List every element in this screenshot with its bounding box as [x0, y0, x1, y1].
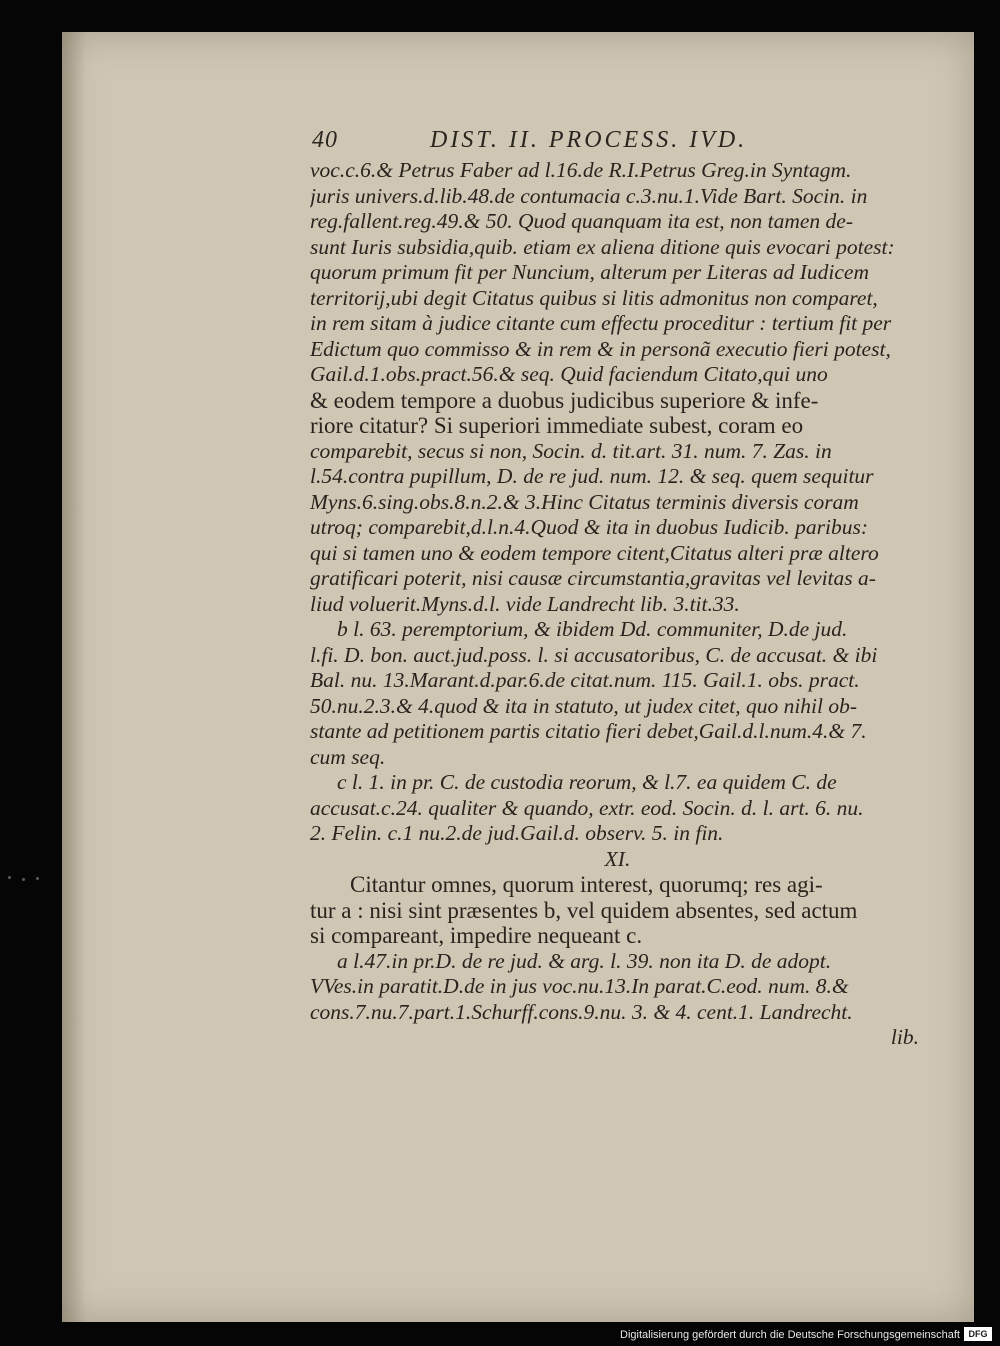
text-line: & eodem tempore a duobus judicibus superiore & infe- [310, 387, 819, 413]
text-line: stante ad petitionem partis citatio fieri debet,Gail.d.l.num.4.& 7. [310, 719, 867, 743]
text-line: in rem sitam à judice citante cum effectu proceditur : tertium fit per [310, 311, 892, 335]
dfg-logo: DFG [964, 1327, 992, 1341]
text-line: juris univers.d.lib.48.de contumacia c.3.nu.1.Vide Bart. Socin. in [310, 183, 868, 208]
text-line: VVes.in paratit.D.de in jus voc.nu.13.In parat.C.eod. num. 8.& [310, 974, 849, 998]
text-line: Bal. nu. 13.Marant.d.par.6.de citat.num. 115. Gail.1. obs. pract. [310, 668, 860, 692]
text-line: sunt Iuris subsidia,quib. etiam ex aliena ditione quis evocari potest: [310, 234, 895, 259]
text-line: cum seq. [310, 744, 386, 769]
text-line: reg.fallent.reg.49.& 50. Quod quanquam ita est, non tamen de- [310, 209, 854, 233]
text-line: c l. 1. in pr. C. de custodia reorum, & l.7. ea quidem C. de [337, 770, 837, 794]
running-header [312, 127, 832, 157]
text-line: lib. [890, 1025, 919, 1049]
text-line: 2. Felin. c.1 nu.2.de jud.Gail.d. observ. 5. in fin. [310, 821, 724, 845]
text-line: comparebit, secus si non, Socin. d. tit.art. 31. num. 7. Zas. in [310, 438, 832, 463]
body-text [310, 158, 925, 1051]
text-line: riore citatur? Si superiori immediate subest, coram eo [310, 413, 804, 438]
text-line: gratificari poterit, nisi causæ circumstantia,gravitas vel levitas a- [310, 566, 876, 590]
digitization-footer [620, 1326, 1000, 1344]
text-line: XI. [604, 846, 631, 871]
text-line: voc.c.6.& Petrus Faber ad l.16.de R.I.Petrus Greg.in Syntagm. [310, 158, 852, 182]
page-number: 40 [312, 127, 338, 153]
text-line: cons.7.nu.7.part.1.Schurff.cons.9.nu. 3. & 4. cent.1. Landrecht. [310, 999, 853, 1024]
text-line: utroq; comparebit,d.l.n.4.Quod & ita in duobus Iudicib. paribus: [310, 515, 868, 539]
text-line: liud voluerit.Myns.d.l. vide Landrecht lib. 3.tit.33. [310, 591, 740, 616]
text-line: l.fi. D. bon. auct.jud.poss. l. si accusatoribus, C. de accusat. & ibi [310, 642, 878, 667]
text-line: accusat.c.24. qualiter & quando, extr. eod. Socin. d. l. art. 6. nu. [310, 795, 864, 820]
text-line: tur a : nisi sint præsentes b, vel quidem absentes, sed actum [310, 897, 858, 923]
running-head-title: DIST. II. PROCESS. IVD. [430, 127, 748, 153]
text-line: a l.47.in pr.D. de re jud. & arg. l. 39. non ita D. de adopt. [337, 948, 832, 973]
scan-speck [8, 876, 11, 879]
page-gutter-shadow [62, 32, 86, 1322]
scan-speck [36, 877, 39, 880]
text-line: qui si tamen uno & eodem tempore citent,Citatus alteri præ altero [310, 540, 879, 565]
text-line: Myns.6.sing.obs.8.n.2.& 3.Hinc Citatus terminis diversis coram [310, 489, 859, 514]
text-line: Gail.d.1.obs.pract.56.& seq. Quid faciendum Citato,qui uno [310, 362, 828, 386]
text-line: territorij,ubi degit Citatus quibus si litis admonitus non comparet, [310, 285, 878, 310]
text-line: Edictum quo commisso & in rem & in personã executio fieri potest, [310, 336, 891, 361]
scan-speck [22, 878, 25, 881]
text-line: quorum primum fit per Nuncium, alterum per Literas ad Iudicem [310, 260, 869, 284]
text-line: Citantur omnes, quorum interest, quorumq; res agi- [350, 872, 823, 897]
text-line: l.54.contra pupillum, D. de re jud. num. 12. & seq. quem sequitur [310, 464, 874, 488]
text-line: b l. 63. peremptorium, & ibidem Dd. communiter, D.de jud. [337, 617, 848, 641]
text-line: si compareant, impedire nequeant c. [310, 923, 643, 948]
footer-credit-text: Digitalisierung gefördert durch die Deutsche Forschungsgemeinschaft [620, 1329, 960, 1341]
text-line: 50.nu.2.3.& 4.quod & ita in statuto, ut judex citet, quo nihil ob- [310, 693, 858, 718]
